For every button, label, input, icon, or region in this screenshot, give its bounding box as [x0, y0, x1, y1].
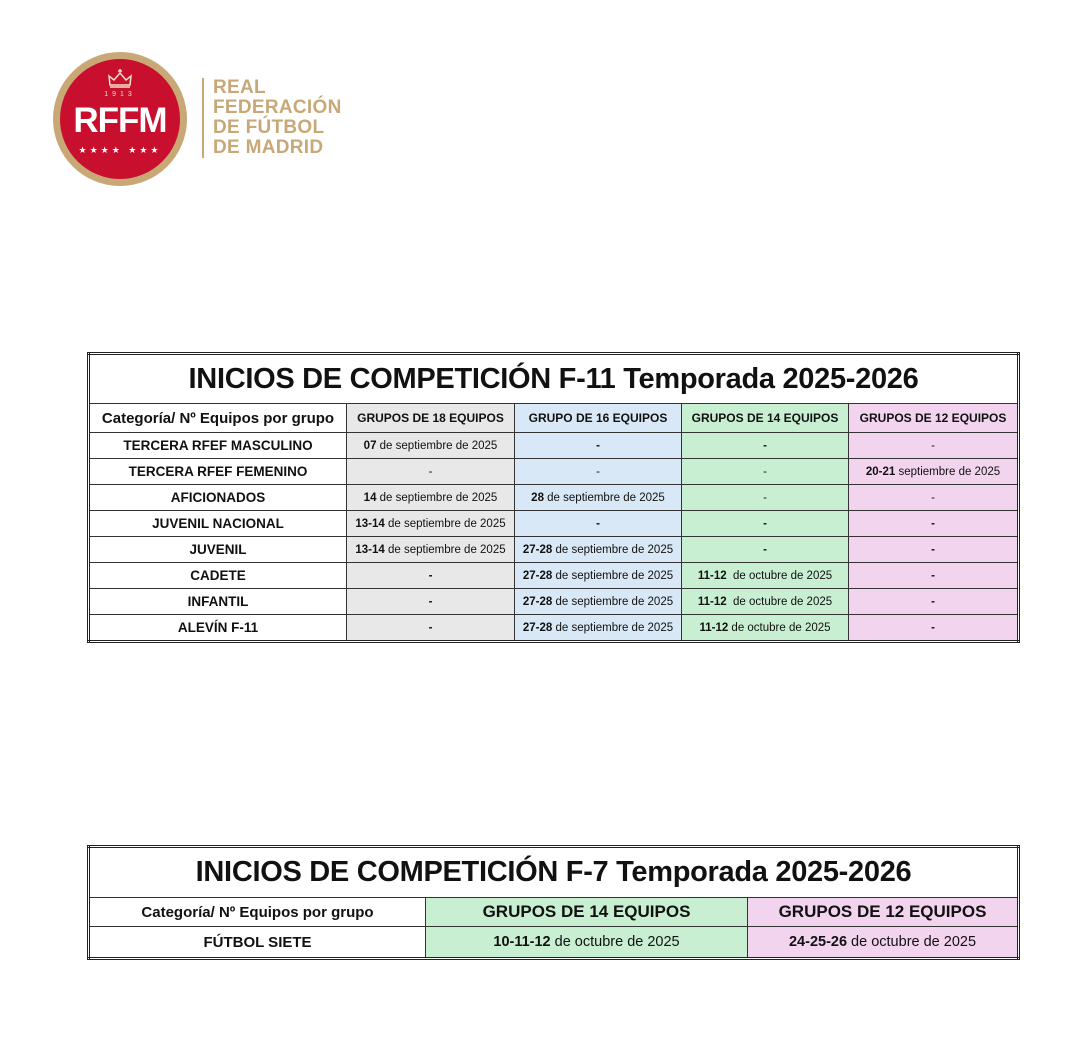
date-days: 28 [531, 491, 544, 504]
start-date-cell [347, 615, 515, 642]
date-text: de septiembre de 2025 [552, 569, 674, 582]
f11-table-title: INICIOS DE COMPETICIÓN F-11 Temporada 2025-2026 [89, 354, 1019, 404]
start-date-cell [849, 511, 1019, 537]
date-days: - [931, 595, 935, 608]
date-days: - [763, 543, 767, 556]
date-days: 27-28 [522, 621, 553, 634]
row-category: TERCERA RFEF MASCULINO [89, 433, 347, 459]
start-date-cell [347, 433, 515, 459]
table-row [89, 563, 1019, 589]
start-date-cell [849, 433, 1019, 459]
f7-header-12: GRUPOS DE 12 EQUIPOS [748, 898, 1019, 927]
f11-header-18: GRUPOS DE 18 EQUIPOS [347, 404, 515, 433]
start-date-cell [515, 511, 682, 537]
date-days: 10-11-12 [493, 934, 551, 950]
date-days: - [428, 621, 433, 634]
date-days: 11-12 [699, 621, 729, 634]
date-days: - [596, 517, 600, 530]
date-text: de octubre de 2025 [847, 934, 977, 950]
table-row [89, 459, 1019, 485]
f7-table-title: INICIOS DE COMPETICIÓN F-7 Temporada 2025-2026 [89, 847, 1019, 898]
start-date-cell [515, 485, 682, 511]
table-row [89, 589, 1019, 615]
date-days: 27-28 [522, 543, 553, 556]
table-row [89, 537, 1019, 563]
table-row [89, 615, 1019, 642]
date-text: de septiembre de 2025 [552, 621, 674, 634]
row-category: INFANTIL [89, 589, 347, 615]
start-date-cell [347, 589, 515, 615]
start-date-cell [515, 589, 682, 615]
date-text: - [763, 491, 767, 504]
date-days: 11-12 [697, 569, 727, 582]
start-date-cell [748, 927, 1019, 959]
start-date-cell [515, 459, 682, 485]
start-date-cell [849, 459, 1019, 485]
date-days: - [931, 569, 935, 582]
date-days: - [931, 517, 935, 530]
date-days: 11-12 [697, 595, 727, 608]
date-text: de septiembre de 2025 [376, 491, 498, 504]
f11-header-category: Categoría/ Nº Equipos por grupo [89, 404, 347, 433]
f11-schedule-table [87, 352, 1020, 643]
start-date-cell [682, 615, 849, 642]
row-category: TERCERA RFEF FEMENINO [89, 459, 347, 485]
start-date-cell [849, 615, 1019, 642]
date-days: 24-25-26 [788, 934, 848, 950]
date-days: 07 [363, 439, 377, 452]
logo-emblem [53, 52, 187, 186]
date-days: 14 [363, 491, 377, 504]
date-days: - [428, 569, 433, 582]
logo-line: REAL [213, 77, 266, 98]
start-date-cell [347, 537, 515, 563]
date-days: - [596, 439, 600, 452]
row-category: JUVENIL NACIONAL [89, 511, 347, 537]
date-text: de octubre de 2025 [726, 595, 833, 608]
date-days: 13-14 [355, 543, 385, 556]
start-date-cell [682, 511, 849, 537]
date-days: - [763, 439, 767, 452]
row-category: ALEVÍN F-11 [89, 615, 347, 642]
row-category: AFICIONADOS [89, 485, 347, 511]
logo-divider [202, 78, 204, 158]
row-category: FÚTBOL SIETE [89, 927, 426, 959]
date-days: - [428, 595, 433, 608]
logo-stars: ★★★★ ★★★ [78, 145, 162, 155]
f7-header-14: GRUPOS DE 14 EQUIPOS [426, 898, 748, 927]
row-category: JUVENIL [89, 537, 347, 563]
start-date-cell [347, 511, 515, 537]
date-text: de octubre de 2025 [550, 934, 680, 950]
rffm-logo [53, 52, 373, 187]
logo-abbreviation: RFFM [73, 101, 167, 140]
start-date-cell [682, 563, 849, 589]
date-days: 27-28 [522, 595, 553, 608]
date-text: - [931, 491, 935, 504]
start-date-cell [682, 589, 849, 615]
logo-line: FEDERACIÓN [213, 97, 342, 118]
date-text: de octubre de 2025 [726, 569, 833, 582]
start-date-cell [849, 563, 1019, 589]
date-text: de septiembre de 2025 [552, 595, 674, 608]
f11-header-16: GRUPO DE 16 EQUIPOS [515, 404, 682, 433]
date-text: - [931, 439, 935, 452]
start-date-cell [682, 459, 849, 485]
date-text: - [428, 465, 433, 478]
logo-line: DE MADRID [213, 137, 324, 158]
f11-header-12: GRUPOS DE 12 EQUIPOS [849, 404, 1019, 433]
date-text: de septiembre de 2025 [384, 517, 506, 530]
date-text: septiembre de 2025 [895, 465, 1001, 478]
date-text: de octubre de 2025 [728, 621, 831, 634]
start-date-cell [849, 537, 1019, 563]
f7-schedule-table [87, 845, 1020, 960]
table-row [89, 433, 1019, 459]
date-text: de septiembre de 2025 [552, 543, 674, 556]
table-row [89, 485, 1019, 511]
f11-header-14: GRUPOS DE 14 EQUIPOS [682, 404, 849, 433]
date-text: de septiembre de 2025 [543, 491, 665, 504]
date-days: - [931, 543, 935, 556]
date-days: 27-28 [522, 569, 553, 582]
table-row [89, 511, 1019, 537]
start-date-cell [515, 615, 682, 642]
start-date-cell [682, 537, 849, 563]
row-category: CADETE [89, 563, 347, 589]
logo-year: 1913 [104, 91, 136, 98]
start-date-cell [347, 459, 515, 485]
start-date-cell [682, 433, 849, 459]
start-date-cell [347, 563, 515, 589]
start-date-cell [515, 563, 682, 589]
logo-emblem-inner [60, 59, 180, 179]
logo-line: DE FÚTBOL [213, 117, 325, 138]
date-text: - [763, 465, 767, 478]
start-date-cell [515, 537, 682, 563]
date-days: - [763, 517, 767, 530]
start-date-cell [682, 485, 849, 511]
date-text: - [596, 465, 600, 478]
f7-header-category: Categoría/ Nº Equipos por grupo [89, 898, 426, 927]
date-days: 13-14 [355, 517, 385, 530]
date-text: de septiembre de 2025 [384, 543, 506, 556]
start-date-cell [347, 485, 515, 511]
date-text: de septiembre de 2025 [376, 439, 498, 452]
date-days: 20-21 [865, 465, 896, 478]
date-days: - [931, 621, 935, 634]
logo-wordmark [213, 78, 342, 158]
start-date-cell [849, 589, 1019, 615]
table-row [89, 927, 1019, 959]
crown-icon [107, 69, 133, 89]
start-date-cell [426, 927, 748, 959]
start-date-cell [515, 433, 682, 459]
start-date-cell [849, 485, 1019, 511]
